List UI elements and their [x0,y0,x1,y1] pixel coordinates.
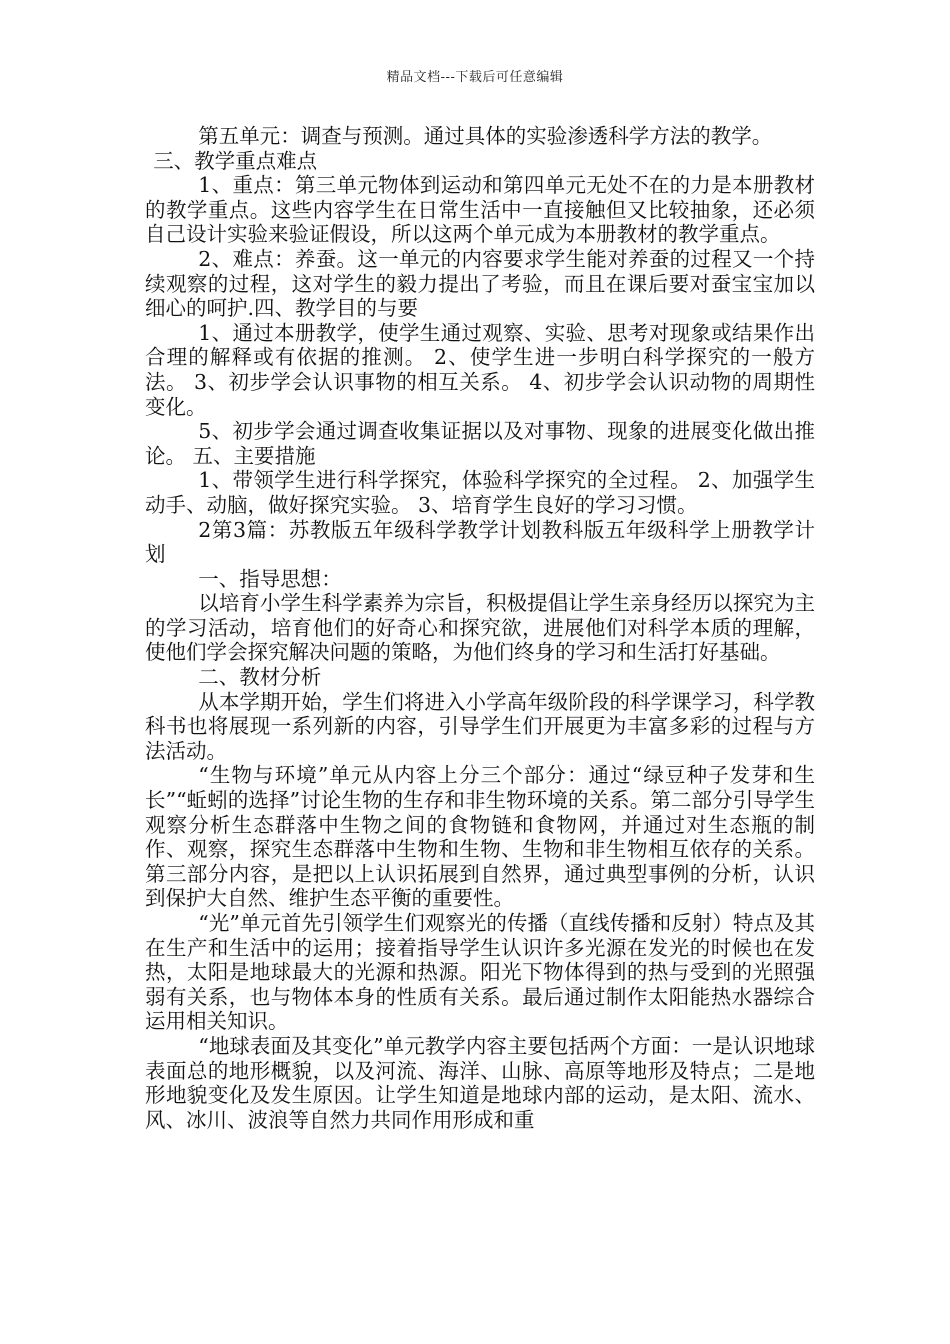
paragraph-light-unit: “光”单元首先引领学生们观察光的传播（直线传播和反射）特点及其在生产和生活中的运用；接着指导学生认识许多光源在发光的时候也在发热，太阳是地球最大的光源和热源。阳光下物体得到的热与受到的光照强弱有关系，也与物体本身的性质有关系。最后通过制作太阳能热水器综合运用相关知识。 [145,911,815,1034]
paragraph-measures: 1、带领学生进行科学探究，体验科学探究的全过程。 2、加强学生动手、动脑，做好探究实验。 3、培育学生良好的学习习惯。 [145,468,815,517]
paragraph-section-title: 2第3篇：苏教版五年级科学教学计划教科版五年级科学上册教学计划 [145,517,815,567]
document-body [145,124,815,1132]
paragraph-unit5: 第五单元：调查与预测。通过具体的实验渗透科学方法的教学。 [198,124,773,148]
paragraph-guiding-thought: 以培育小学生科学素养为宗旨，积极提倡让学生亲身经历以探究为主的学习活动，培育他们的好奇心和探究欲，进展他们对科学本质的理解，使他们学会探究解决问题的策略，为他们终身的学习和生活打好基础。 [145,591,815,665]
paragraph-goals-1-4: 1、通过本册教学，使学生通过观察、实验、思考对现象或结果作出合理的解释或有依据的推测。 2、使学生进一步明白科学探究的一般方法。 3、初步学会认识事物的相互关系。 4、初步学会认识动物的周期性变化。 [145,320,815,419]
page-header: 精品文档---下载后可任意编辑 [386,70,564,85]
paragraph-biology-environment: “生物与环境”单元从内容上分三个部分：通过“绿豆种子发芽和生长”“蚯蚓的选择”讨论生物的生存和非生物环境的关系。第二部分引导学生观察分析生态群落中生物之间的食物链和食物网，并通过对生态瓶的制作、观察，探究生态群落中生物和生物、生物和非生物相互依存的关系。第三部分内容，是把以上认识拓展到自然界，通过典型事例的分析，认识到保护大自然、维护生态平衡的重要性。 [145,763,815,911]
heading-textbook-analysis: 二、教材分析 [198,665,322,690]
paragraph-goal-5: 5、初步学会通过调查收集证据以及对事物、现象的进展变化做出推论。 五、主要措施 [145,419,815,468]
paragraph-difficult-points: 2、难点：养蚕。这一单元的内容要求学生能对养蚕的过程又一个持续观察的过程，这对学生的毅力提出了考验，而且在课后要对蚕宝宝加以细心的呵护.四、教学目的与要 [145,246,815,321]
paragraph-key-points: 1、重点：第三单元物体到运动和第四单元无处不在的力是本册教材的教学重点。这些内容学生在日常生活中一直接触但又比较抽象，还必须自己设计实验来验证假设，所以这两个单元成为本册教材的教学重点。 [145,173,815,247]
paragraph-textbook-intro: 从本学期开始，学生们将进入小学高年级阶段的科学课学习，科学教科书也将展现一系列新的内容，引导学生们开展更为丰富多彩的过程与方法活动。 [145,689,815,763]
heading-guiding-thought: 一、指导思想： [198,566,342,591]
heading-key-difficult-points: 三、教学重点难点 [153,148,318,173]
paragraph-earth-surface: “地球表面及其变化”单元教学内容主要包括两个方面：一是认识地球表面总的地形概貌，以及河流、海洋、山脉、高原等地形及特点；二是地形地貌变化及发生原因。让学生知道是地球内部的运动，是太阳、流水、风、冰川、波浪等自然力共同作用形成和重 [145,1033,815,1132]
